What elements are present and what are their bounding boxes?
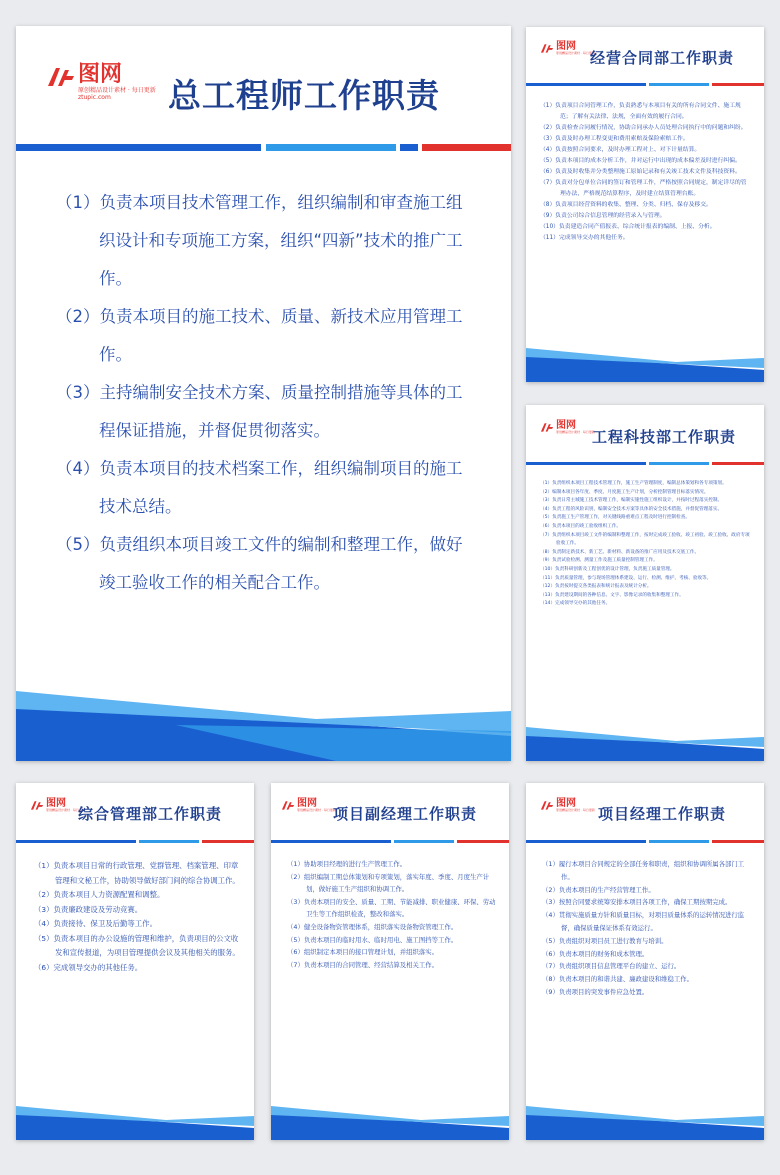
duty-item: （4）负责按照合同要求，及时办理工程对上、对下计量结算。: [540, 147, 701, 153]
duty-item: （7）负责对分包单位合同的签订和管理工作，严格按照合同规定，制定详尽的管理办法，严格规范结算程序，及时建立结算管理台账。: [540, 180, 747, 197]
duty-item: （9）负责项目的突发事件应急处置。: [542, 987, 649, 996]
logo-brand: 图网: [556, 41, 576, 52]
logo-mark-icon: [540, 799, 554, 811]
wave-decoration: [526, 348, 764, 382]
logo-mark-icon: [30, 799, 44, 811]
logo-url: ztupic.com: [78, 93, 111, 101]
logo-slogan: 原创精品设计素材 · 每日更新: [46, 808, 85, 812]
duty-item: （4）贯彻实施质量方针和质量目标，对项目质量体系的运转情况进行监督，确保质量保证体系有效运行。: [542, 911, 745, 932]
duty-item: （5）负责本项目的办公设施的管理和维护，负责项目的公文收发和宣传报道，为项目管理提供会议及其他相关的服务。: [34, 933, 240, 957]
logo-brand: 图网: [78, 62, 123, 87]
duty-item: （1）负责组织本项目工程技术管理工作，施工生产管理制度，编制总体策划和各专项策划。: [540, 481, 727, 486]
duty-item: （7）负责本项目的合同管理、经营结算及相关工作。: [287, 960, 439, 969]
logo: [46, 64, 156, 102]
duty-item: （10）负责建造合同产值报表、综合统计报表的编制、上报、分析。: [540, 224, 716, 230]
wave-decoration: [526, 1106, 764, 1140]
duty-item: （2）组织编制工期总体策划和专项策划，落实年度、季度、月度生产计划，做好施工生产组织和协调工作。: [287, 872, 490, 894]
duty-list: [540, 480, 754, 609]
duty-item: （5）负责本项目的临时用水、临时用电、施工图挡等工作。: [287, 935, 458, 944]
duty-item: （4）负责工程的风险识别，编制安全技术方案等具体的安全技术措施，并督促管理落实。: [540, 506, 723, 512]
duty-item: （3）按照合同要求统筹安排本项目各项工作，确保工期按期完成。: [542, 898, 732, 907]
logo-slogan: 原创精品设计素材 · 每日更新: [556, 430, 595, 434]
duty-item: （14）完成领导交办的其他任务。: [540, 601, 611, 607]
board-admin-dept: [16, 783, 254, 1140]
logo-brand: 图网: [556, 798, 576, 809]
duty-item: （3）主持编制安全技术方案、质量控制措施等具体的工程保证措施，并督促贯彻落实。: [56, 383, 463, 440]
duty-item: （2）负责检查合同履行情况，协助合同承办人员处理合同执行中的问题和纠纷。: [540, 125, 747, 131]
logo-mark-icon: [540, 42, 554, 54]
duty-item: （6）负责本项目的竣工验收组织工作。: [540, 523, 622, 529]
logo-mark-icon: [46, 64, 76, 88]
logo: [281, 799, 336, 812]
logo-slogan: 原创精品设计素材 · 每日更新: [556, 808, 595, 812]
duty-list: [34, 859, 242, 975]
logo-slogan: 原创精品设计素材 · 每日更新: [297, 808, 336, 812]
logo: [540, 799, 595, 812]
logo-slogan: 原创精品设计素材 · 每日更新: [78, 87, 156, 94]
logo: [540, 421, 595, 434]
duty-item: （5）负责组织对项目员工进行教育与培训。: [542, 936, 668, 945]
duty-item: （1）负责项目合同管理工作，负责熟悉与本项目有关的所有合同文件、施工规范；了解有关法律、法规，全面有效的履行合同。: [540, 103, 741, 120]
duty-item: （12）负责按时提交各类报表和统计报表及统计分析。: [540, 584, 652, 590]
logo-slogan: 原创精品设计素材 · 每日更新: [556, 51, 595, 55]
duty-item: （8）负责项目经营资料的收集、整理、分类、归档、保存及移交。: [540, 202, 712, 208]
duty-item: （13）负责建设期间的各种信息、文字、影像记录的收集和整理工作。: [540, 592, 684, 598]
duty-item: （10）负责科研创新及工程创优的设计管理，负责施工质量管理。: [540, 566, 675, 572]
duty-item: （3）负责廉政建设及劳动竞赛。: [34, 904, 143, 914]
duty-item: （2）编制本项目各年度、季度、月度施工生产计划，分析控制管理目标落实情况。: [540, 489, 709, 495]
duty-item: （1）负责本项目技术管理工作，组织编制和审查施工组织设计和专项施工方案，组织“四新”技术的推广工作。: [56, 193, 463, 288]
wave-decoration: [271, 1106, 509, 1140]
duty-item: （3）负责及时办理工程变更和费用索赔及保险索赔工作。: [540, 136, 689, 142]
board-contract-dept: [526, 27, 764, 382]
logo: [540, 42, 595, 55]
duty-item: （8）负责本项目的和谐共建、廉政建设和维稳工作。: [542, 975, 694, 984]
duty-list: [287, 858, 499, 971]
duty-item: （5）负责本项目的成本分析工作，并对运行中出现的成本偏差及时进行纠偏。: [540, 158, 741, 164]
page-title: 项目经理工作职责: [598, 805, 727, 823]
board-chief-engineer: [16, 26, 511, 761]
wave-decoration: [16, 1106, 254, 1140]
duty-item: （11）完成领导交办的其他任务。: [540, 235, 629, 241]
logo-brand: 图网: [556, 420, 576, 431]
board-tech-dept: [526, 405, 764, 761]
duty-item: （4）健全设备物资管理体系，组织落实设备物资管理工作。: [287, 922, 458, 931]
duty-item: （1）协助项目经理的进行生产管理工作。: [287, 860, 407, 868]
duty-item: （6）完成领导交办的其他任务。: [34, 962, 143, 972]
logo: [30, 799, 85, 812]
board-project-manager: [526, 783, 764, 1140]
duty-list: [540, 101, 752, 244]
duty-item: （8）负责制定新技术、新工艺、新材料、新设备的推广应用及技术交底工作。: [540, 549, 700, 555]
duty-list: [56, 184, 476, 602]
duty-item: （4）负责本项目的技术档案工作，组织编制项目的施工技术总结。: [56, 459, 463, 516]
duty-item: （9）负责试验检测、测量工作及施工质量控制管理工作。: [540, 558, 658, 564]
duty-item: （6）负责本项目的财务和成本管理。: [542, 949, 649, 958]
page-title: 项目副经理工作职责: [333, 805, 478, 823]
duty-item: （1）履行本项目合同规定的全部任务和职责，组织和协调所属各部门工作。: [542, 860, 745, 881]
duty-item: （7）负责组织项目信息管理平台的建立、运行。: [542, 962, 681, 971]
duty-item: （5）负责施工生产管理工作，对关键线路重难点工程及时进行控制检查。: [540, 515, 690, 521]
board-deputy-manager: [271, 783, 509, 1140]
logo-brand: 图网: [46, 798, 66, 809]
wave-decoration: [16, 691, 511, 761]
duty-item: （9）负责公司综合信息管理的经营录入与管理。: [540, 213, 666, 219]
duty-item: （2）负责本项目的施工技术、质量、新技术应用管理工作。: [56, 307, 463, 364]
duty-item: （5）负责组织本项目竣工文件的编制和整理工作，做好竣工验收工作的相关配合工作。: [56, 535, 463, 592]
duty-item: （2）负责本项目人力资源配置和调整。: [34, 890, 165, 899]
wave-decoration: [526, 727, 764, 761]
logo-mark-icon: [540, 421, 554, 433]
logo-brand: 图网: [297, 798, 317, 809]
duty-item: （6）负责及时收集并分类整理施工原始记录和有关竣工技术文件及科技资料。: [540, 169, 741, 175]
page-title: 总工程师工作职责: [168, 76, 440, 115]
duty-item: （1）负责本项目日常的行政管理、党群管理、档案管理、印章管理和文秘工作，协助领导做好部门间的综合协调工作。: [34, 861, 240, 885]
page-title: 工程科技部工作职责: [592, 428, 737, 446]
duty-list: [542, 858, 754, 999]
duty-item: （4）负责接待、保卫及后勤等工作。: [34, 919, 157, 928]
duty-item: （3）负责日常主城施工技术管理工作，编制实施性施工组织设计，并按时过程落实控制。: [540, 498, 723, 504]
duty-item: （11）负责质量管理，参与现场管理体系建设、运行、检测、维护、考核、验收等。: [540, 575, 712, 581]
duty-item: （7）负责组织本项目竣工文件的编制和整理工作，按时完成竣工验收、竣工初验、竣工验收、政府专项验收工作。: [540, 532, 750, 547]
duty-item: （2）负责本项目的生产经营管理工作。: [542, 885, 655, 894]
duty-item: （6）组织制定本项目的接口管理计划，并组织落实。: [287, 948, 439, 957]
duty-item: （3）负责本项目的安全、质量、工期、节能减排、职业健康、环保、劳动卫生等工作组织检查，整改和落实。: [287, 897, 496, 919]
page-title: 经营合同部工作职责: [590, 49, 735, 67]
logo-mark-icon: [281, 799, 295, 811]
page-title: 综合管理部工作职责: [78, 805, 223, 823]
